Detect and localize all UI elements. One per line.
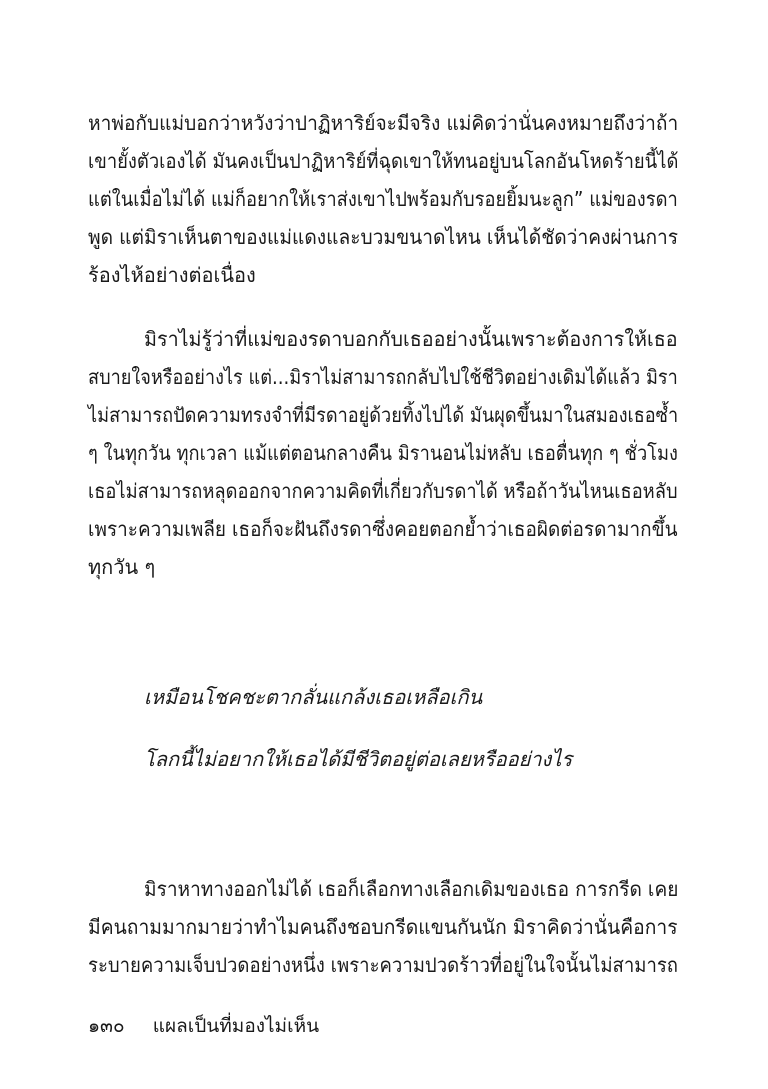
paragraph-1-line: เขายั้งตัวเองได้ มันคงเป็นปาฏิหาริย์ที่ฉุดเขาให้ทนอยู่บนโลกอันโหดร้ายนี้ได้ [88,149,679,173]
paragraph-2-line: สบายใจหรืออย่างไร แต่...มิราไม่สามารถกลับไปใช้ชีวิตอย่างเดิมได้แล้ว มิรา [88,365,678,389]
quote-line: โลกนี้ไม่อยากให้เธอได้มีชีวิตอยู่ต่อเลยหรืออย่างไร [144,747,573,771]
paragraph-1-line: หาพ่อกับแม่บอกว่าหวังว่าปาฏิหาริย์จะมีจริง แม่คิดว่านั่นคงหมายถึงว่าถ้า [88,111,679,135]
paragraph-2-line: มิราไม่รู้ว่าที่แม่ของรดาบอกกับเธออย่างนั้นเพราะต้องการให้เธอ [144,327,678,351]
paragraph-1-line: พูด แต่มิราเห็นตาของแม่แดงและบวมขนาดไหน เห็นได้ชัดว่าคงผ่านการ [88,225,679,249]
paragraph-1-line: ร้องไห้อย่างต่อเนื่อง [88,263,256,287]
page-footer [88,1013,319,1039]
paragraph-2-line: เธอไม่สามารถหลุดออกจากความคิดที่เกี่ยวกับรดาได้ หรือถ้าวันไหนเธอหลับ [88,479,678,503]
book-title: แผลเป็นที่มองไม่เห็น [152,1015,320,1037]
paragraph-1-line: แต่ในเมื่อไม่ได้ แม่ก็อยากให้เราส่งเขาไปพร้อมกับรอยยิ้มนะลูก” แม่ของรดา [88,187,678,211]
paragraph-2-line: ไม่สามารถปัดความทรงจำที่มีรดาอยู่ด้วยทิ้งไปได้ มันผุดขึ้นมาในสมองเธอซ้ำ [88,403,679,427]
page-number: ๑๓๐ [88,1015,125,1037]
paragraph-2-line: ทุกวัน ๆ [88,555,156,579]
quote-line: เหมือนโชคชะตากลั่นแกล้งเธอเหลือเกิน [144,685,483,709]
paragraph-2-line: เพราะความเพลีย เธอก็จะฝันถึงรดาซึ่งคอยตอกย้ำว่าเธอผิดต่อรดามากขึ้น [88,517,678,541]
paragraph-2-line: ๆ ในทุกวัน ทุกเวลา แม้แต่ตอนกลางคืน มิรานอนไม่หลับ เธอตื่นทุก ๆ ชั่วโมง [88,441,678,465]
paragraph-3-line: มีคนถามมากมายว่าทำไมคนถึงชอบกรีดแขนกันนัก มิราคิดว่านั่นคือการ [88,915,678,939]
paragraph-3-line: มิราหาทางออกไม่ได้ เธอก็เลือกทางเลือกเดิมของเธอ การกรีด เคย [144,877,679,901]
paragraph-3-line: ระบายความเจ็บปวดอย่างหนึ่ง เพราะความปวดร้าวที่อยู่ในใจนั้นไม่สามารถ [88,953,679,977]
